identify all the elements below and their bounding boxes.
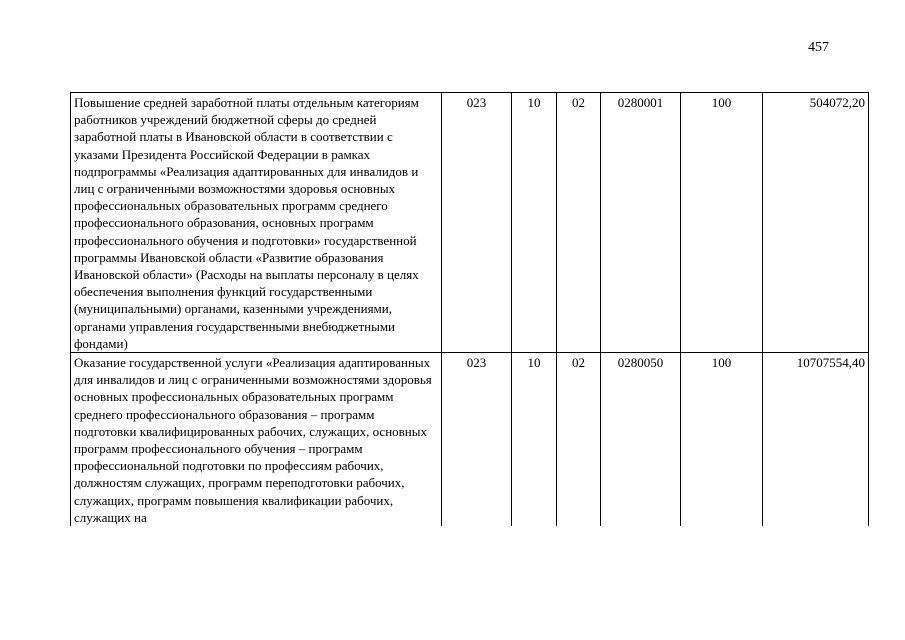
budget-table bbox=[70, 92, 869, 526]
row-description: Оказание государственной услуги «Реализация адаптированных для инвалидов и лиц с ограниченными возможностями здоровья основных профессиональных образовательных программ среднего профессионального образования – программ подготовки квалифицированных рабочих, служащих, основных программ профессионального обучения – программ профессиональной подготовки по профессиям рабочих, должностям служащих, программ переподготовки рабочих, служащих, программ повышения квалификации рабочих, служащих на bbox=[71, 353, 442, 527]
row-subsection: 02 bbox=[557, 353, 601, 527]
row-expense-type: 100 bbox=[681, 353, 763, 527]
row-amount: 10707554,40 bbox=[763, 353, 869, 527]
row-description: Повышение средней заработной платы отдельным категориям работников учреждений бюджетной сферы до средней заработной платы в Ивановской области в соответствии с указами Президента Российской Федерации в рамках подпрограммы «Реализация адаптированных для инвалидов и лиц с ограниченными возможностями здоровья основных профессиональных образовательных программ среднего профессионального образования, основных программ профессионального обучения и подготовки» государственной программы Ивановской области «Развитие образования Ивановской области» (Расходы на выплаты персоналу в целях обеспечения выполнения функций государственными (муниципальными) органами, казенными учреждениями, органами управления государственными внебюджетными фондами) bbox=[71, 93, 442, 353]
row-amount: 504072,20 bbox=[763, 93, 869, 353]
row-ministry-code: 023 bbox=[442, 353, 512, 527]
page-number: 457 bbox=[808, 40, 829, 55]
row-target-article: 0280001 bbox=[601, 93, 681, 353]
row-expense-type: 100 bbox=[681, 93, 763, 353]
row-ministry-code: 023 bbox=[442, 93, 512, 353]
row-section: 10 bbox=[512, 353, 557, 527]
row-target-article: 0280050 bbox=[601, 353, 681, 527]
row-subsection: 02 bbox=[557, 93, 601, 353]
table-row bbox=[71, 93, 869, 353]
table-row bbox=[71, 353, 869, 527]
row-section: 10 bbox=[512, 93, 557, 353]
